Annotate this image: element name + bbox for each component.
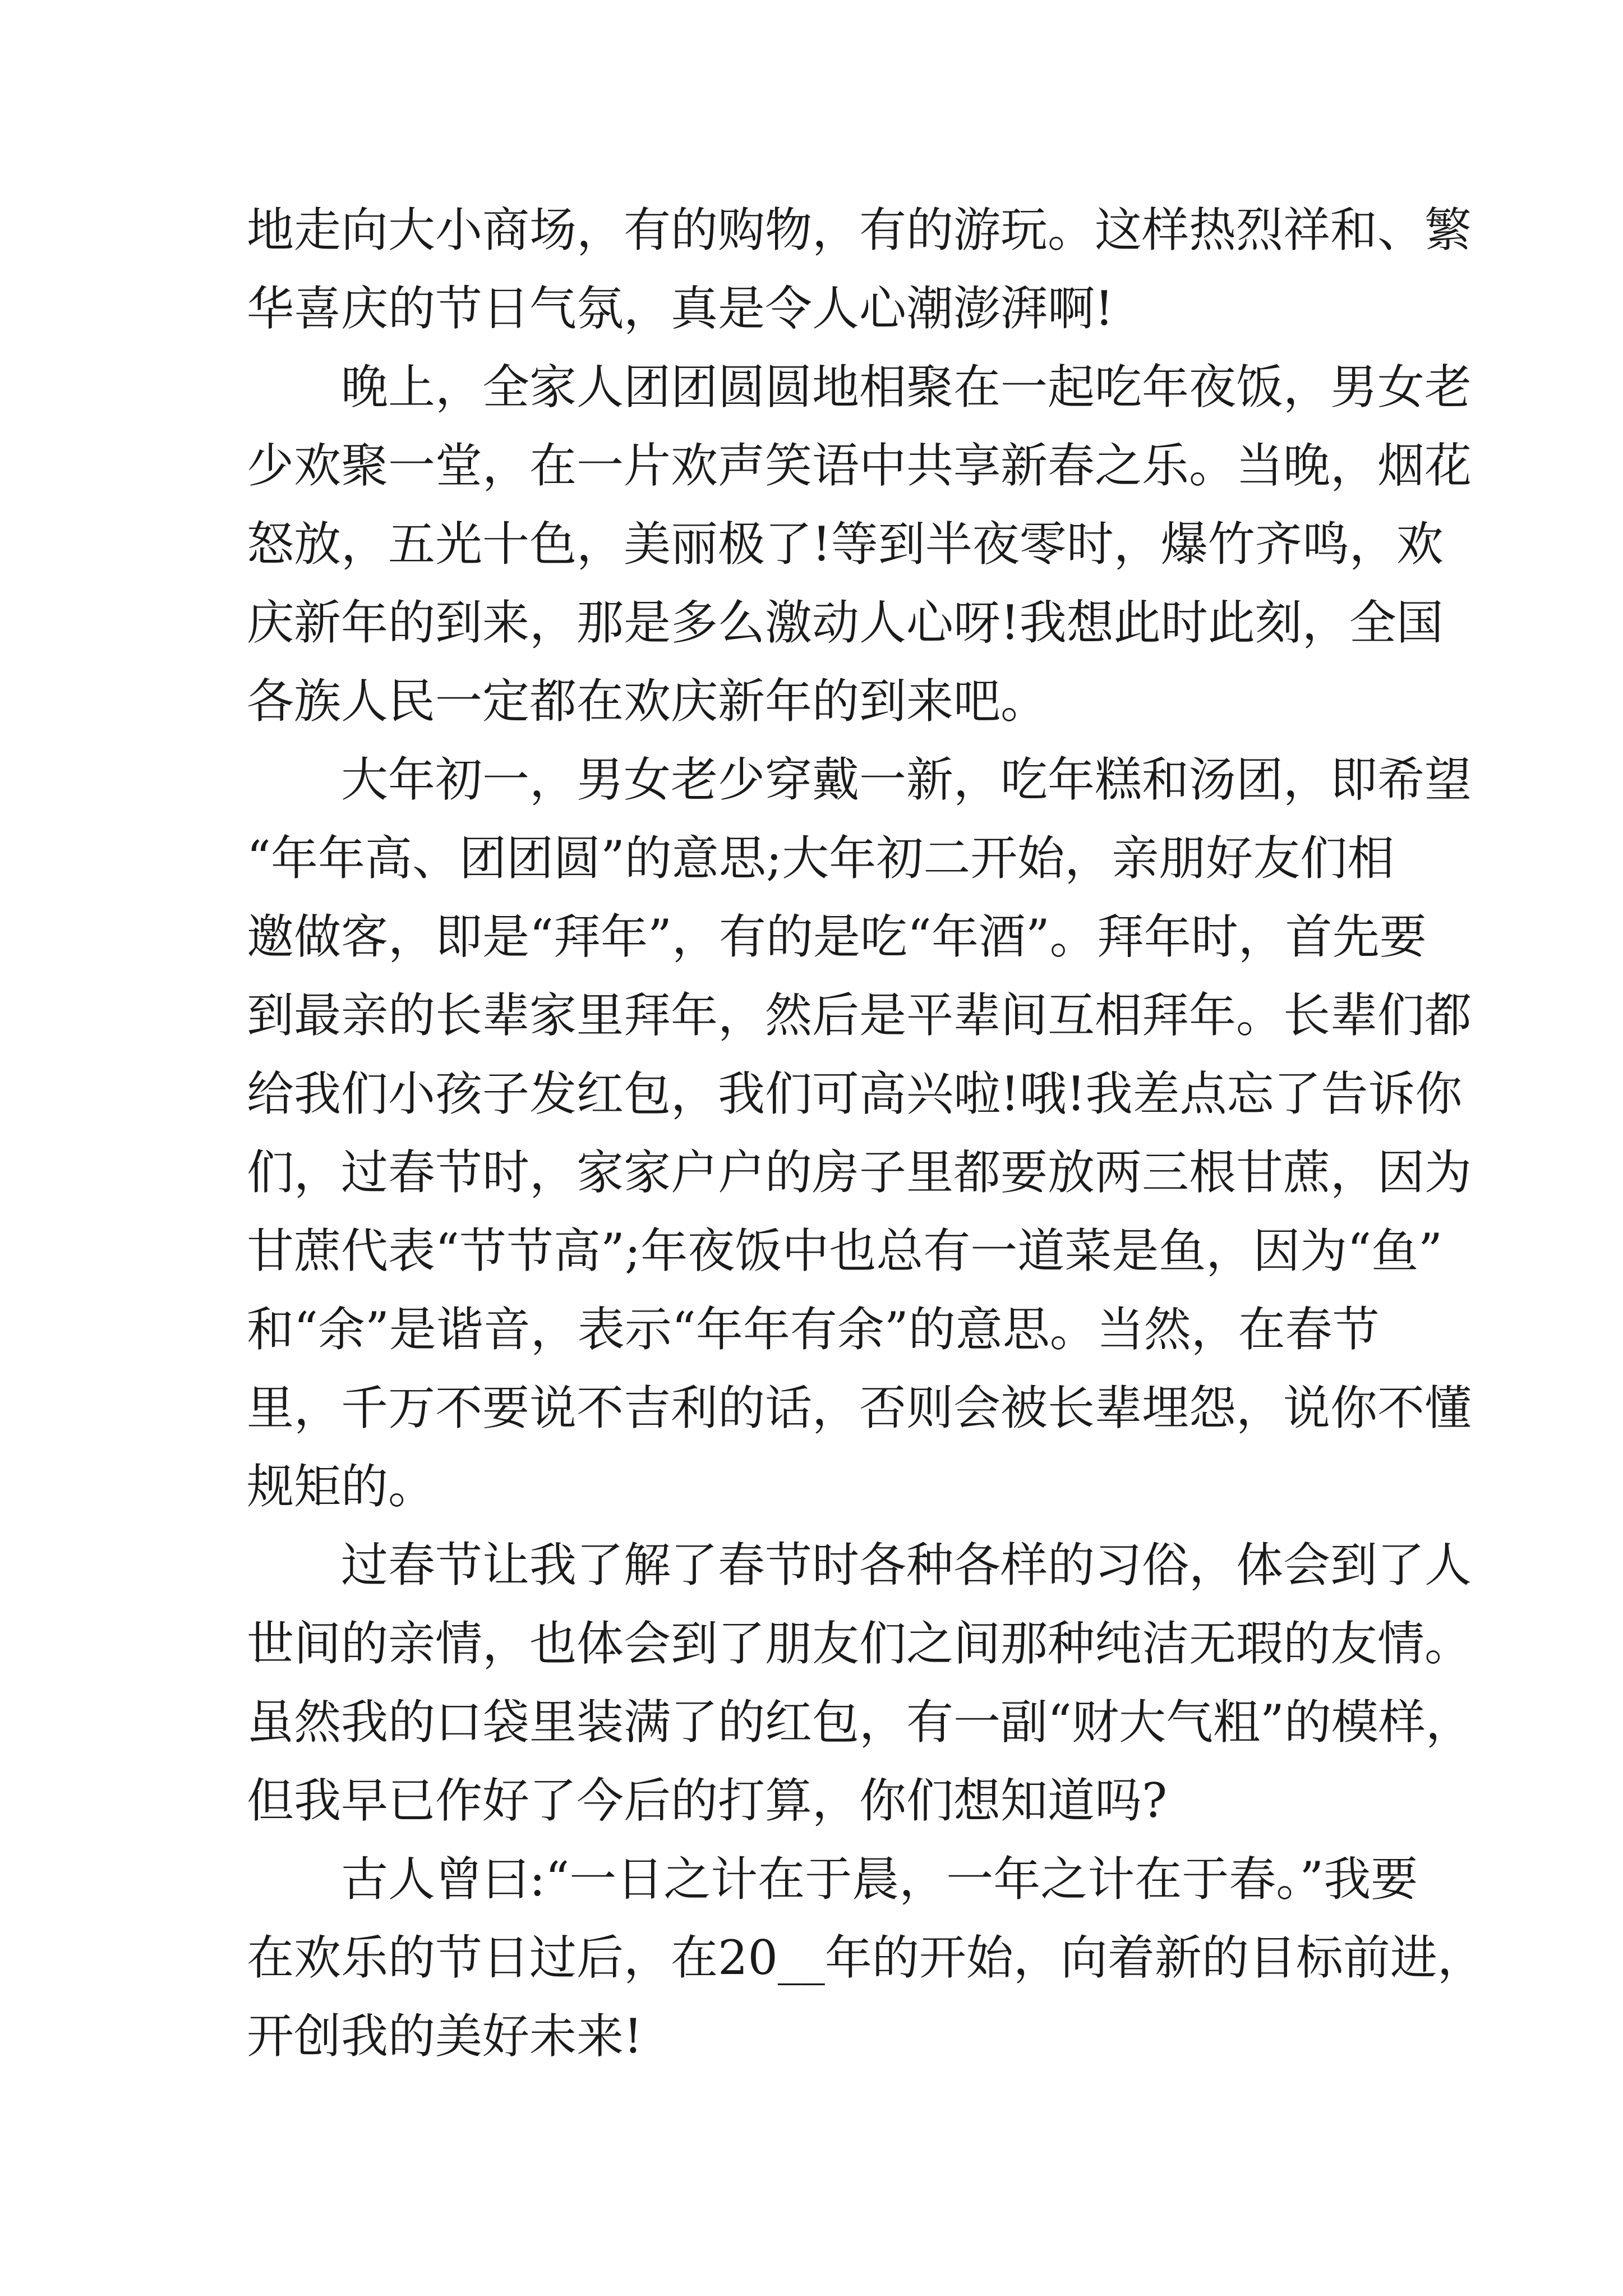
text-line: 地走向大小商场，有的购物，有的游玩。这样热烈祥和、繁 xyxy=(247,203,1472,257)
text-line: “年年高、团团圆”的意思;大年初二开始，亲朋好友们相 xyxy=(247,831,1395,886)
text-line: 世间的亲情，也体会到了朋友们之间那种纯洁无瑕的友情。 xyxy=(247,1616,1472,1671)
text-line: 但我早已作好了今后的打算，你们想知道吗? xyxy=(247,1773,1168,1828)
text-line: 晚上，全家人团团圆圆地相聚在一起吃年夜饭，男女老 xyxy=(247,360,1472,415)
text-line: 和“余”是谐音，表示“年年有余”的意思。当然，在春节 xyxy=(247,1302,1380,1357)
text-line: 到最亲的长辈家里拜年，然后是平辈间互相拜年。长辈们都 xyxy=(247,988,1472,1043)
text-line: 甘蔗代表“节节高”;年夜饭中也总有一道菜是鱼，因为“鱼” xyxy=(247,1223,1443,1278)
text-line: 在欢乐的节日过后，在20__年的开始，向着新的目标前进， xyxy=(247,1930,1484,1985)
text-line: 虽然我的口袋里装满了的红包，有一副“财大气粗”的模样， xyxy=(247,1695,1473,1750)
body-text xyxy=(247,191,1484,2076)
text-line: 各族人民一定都在欢庆新年的到来吧。 xyxy=(247,674,1048,729)
text-line: 邀做客，即是“拜年”，有的是吃“年酒”。拜年时，首先要 xyxy=(247,909,1427,964)
text-line: 规矩的。 xyxy=(247,1459,436,1514)
text-line: 过春节让我了解了春节时各种各样的习俗，体会到了人 xyxy=(247,1538,1472,1593)
text-line: 给我们小孩子发红包，我们可高兴啦!哦!我差点忘了告诉你 xyxy=(247,1066,1463,1121)
text-line: 们，过春节时，家家户户的房子里都要放两三根甘蔗，因为 xyxy=(247,1145,1472,1200)
text-line: 开创我的美好未来! xyxy=(247,2009,643,2064)
text-line: 怒放，五光十色，美丽极了!等到半夜零时，爆竹齐鸣，欢 xyxy=(247,517,1444,572)
text-line: 大年初一，男女老少穿戴一新，吃年糕和汤团，即希望 xyxy=(247,752,1472,807)
text-line: 里，千万不要说不吉利的话，否则会被长辈埋怨，说你不懂 xyxy=(247,1381,1472,1435)
text-line: 庆新年的到来，那是多么激动人心呀!我想此时此刻，全国 xyxy=(247,595,1444,650)
text-line: 华喜庆的节日气氛，真是令人心潮澎湃啊! xyxy=(247,281,1114,336)
text-line: 少欢聚一堂，在一片欢声笑语中共享新春之乐。当晚，烟花 xyxy=(247,438,1472,493)
text-line: 古人曾曰:“一日之计在于晨，一年之计在于春。”我要 xyxy=(247,1852,1418,1907)
